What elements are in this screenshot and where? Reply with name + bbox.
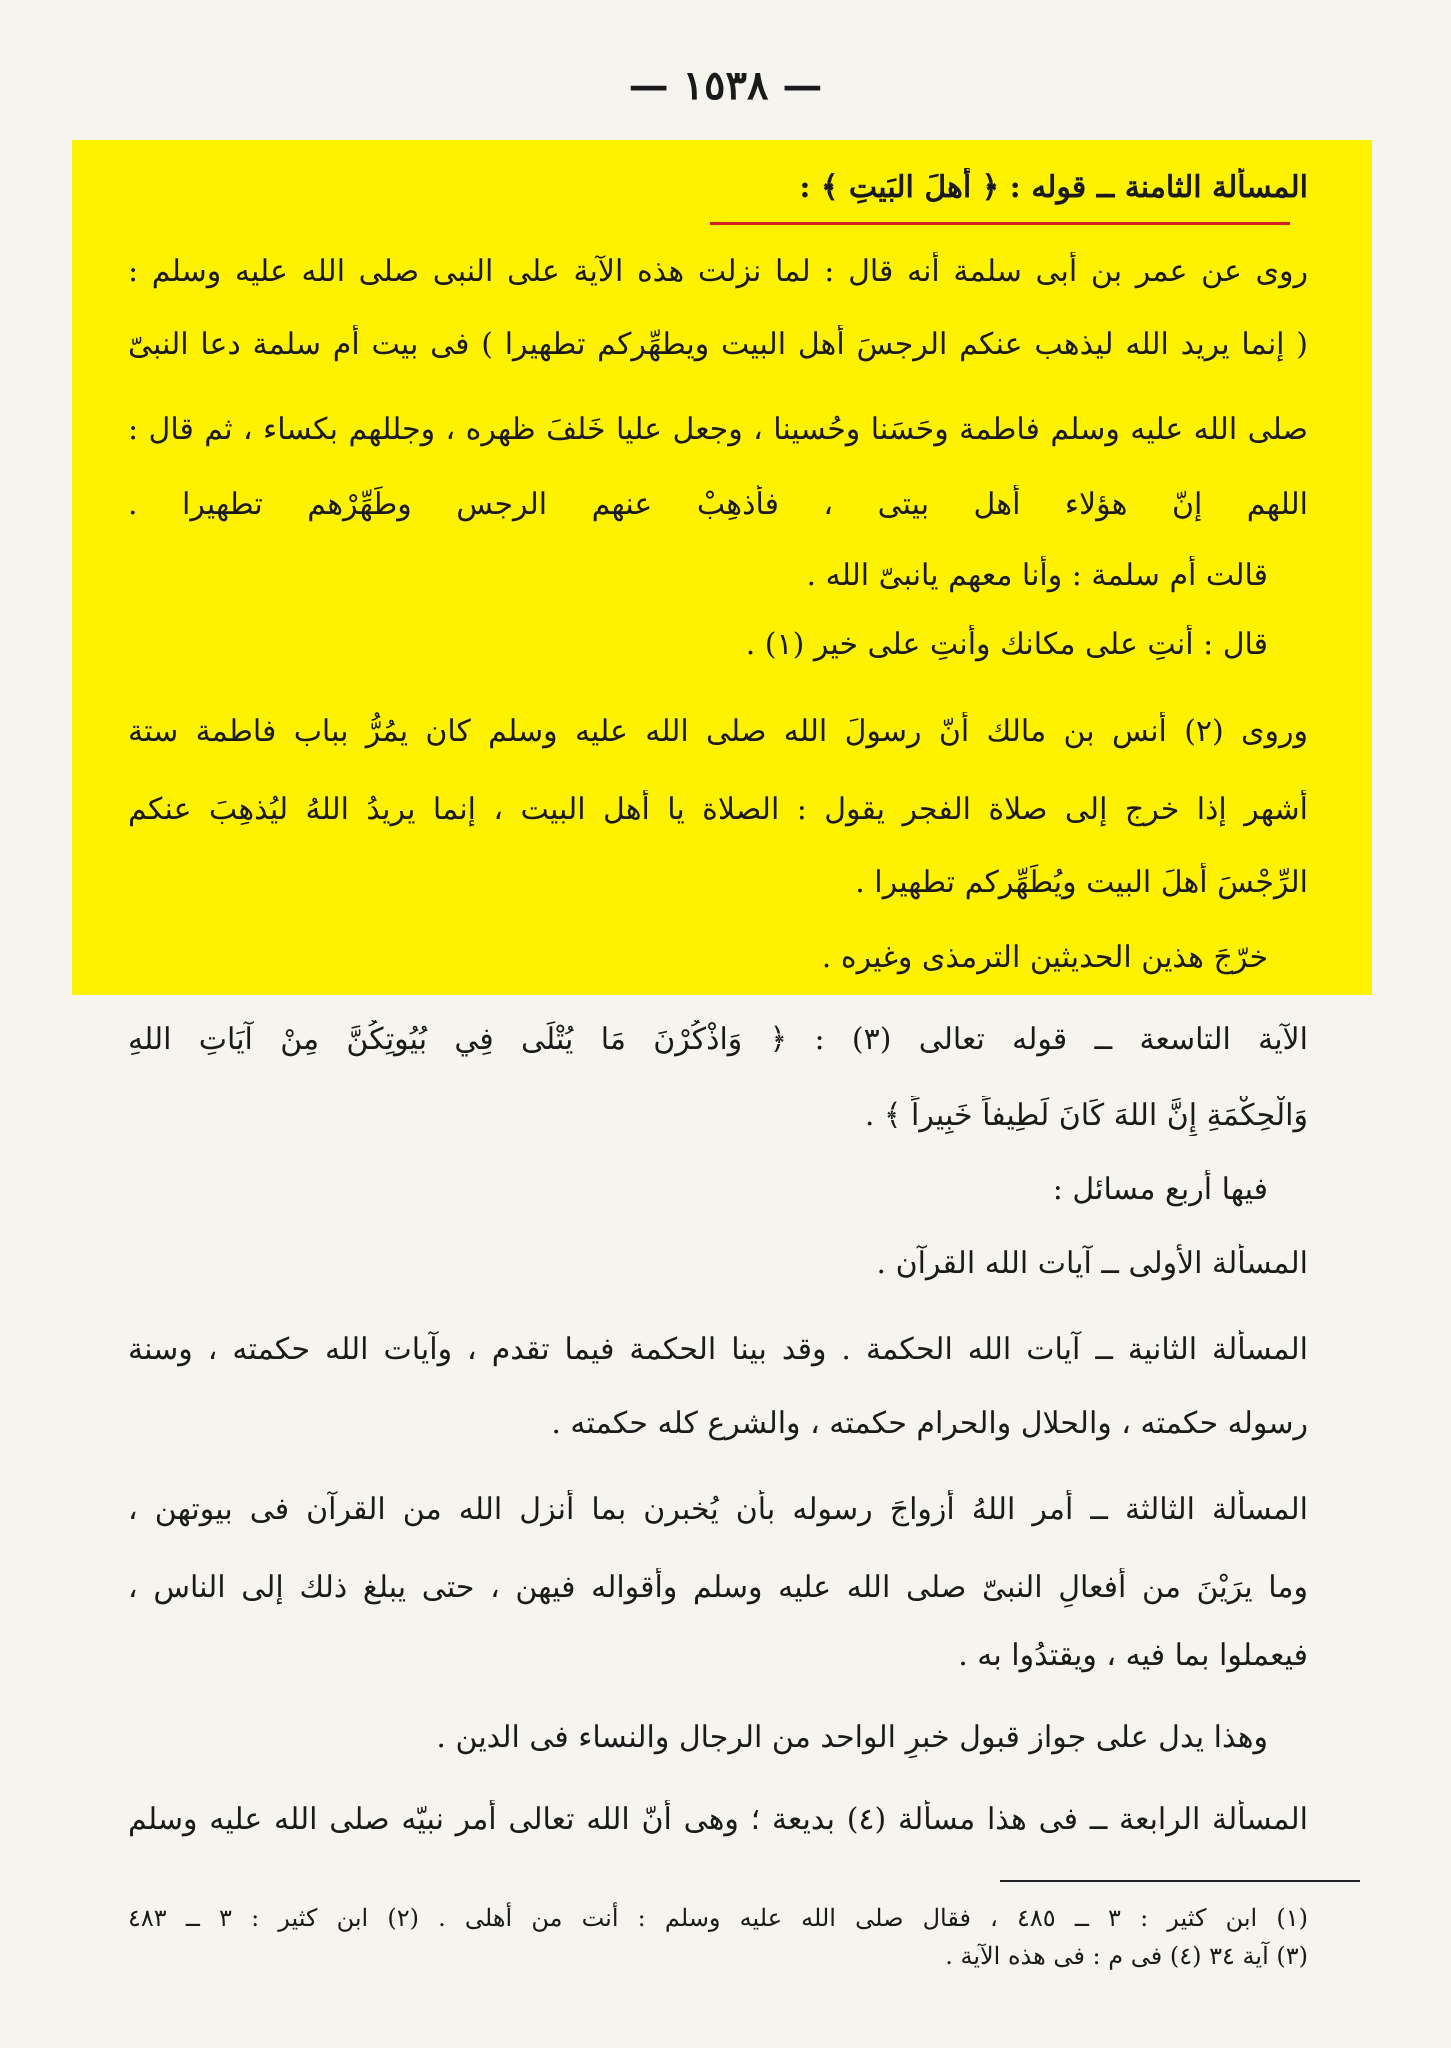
paragraph-line-1: روى عن عمر بن أبى سلمة أنه قال : لما نزلت هذه الآية على النبى صلى الله عليه وسلم : — [128, 254, 1308, 289]
line-reply: قال : أنتِ على مكانك وأنتِ على خير (١) . — [745, 627, 1268, 662]
paragraph2-line-1: وروى (٢) أنس بن مالك أنّ رسولَ الله صلى الله عليه وسلم كان يمُرُّ بباب فاطمة ستة — [128, 714, 1308, 749]
issue-4: المسألة الرابعة ــ فى هذا مسألة (٤) بديعة ؛ وهى أنّ الله تعالى أمر نبيّه صلى الله عليه وسلم — [128, 1802, 1308, 1837]
heading-red-underline — [710, 222, 1290, 225]
section-heading: المسألة الثامنة ــ قوله : ﴿ أَهلَ البَيتِ ﴾ : — [799, 170, 1308, 205]
issue-2-line-2: رسوله حكمته ، والحلال والحرام حكمته ، والشرع كله حكمته . — [551, 1406, 1308, 1441]
line-four-issues: فيها أربع مسائل : — [1052, 1172, 1268, 1207]
issue-1: المسألة الأولى ــ آيات الله القرآن . — [876, 1246, 1308, 1281]
line-evidence: وهذا يدل على جواز قبول خبرِ الواحد من الرجال والنساء فى الدين . — [436, 1720, 1268, 1755]
paragraph-line-4: اللهم إنّ هؤلاء أهل بيتى ، فأذهِبْ عنهم الرجس وطَهِّرْهم تطهيرا . — [128, 487, 1308, 522]
footnote-line-1: (١) ابن كثير : ٣ ــ ٤٨٥ ، فقال صلى الله عليه وسلم : أنت من أهلى . (٢) ابن كثير : ٣ ــ ٤٨٣ — [128, 1904, 1308, 1932]
issue-3-line-1: المسألة الثالثة ــ أمر اللهُ أزواجَ رسوله بأن يُخبرن بما أنزل الله من القرآن فى بيوتهن ، — [128, 1492, 1308, 1527]
footnote-divider — [1000, 1880, 1360, 1882]
line-umm-salama: قالت أم سلمة : وأنا معهم يانبىّ الله . — [806, 558, 1268, 593]
paragraph-line-3: صلى الله عليه وسلم فاطمة وحَسَنا وحُسينا ، وجعل عليا خَلفَ ظهره ، وجللهم بكساء ، ثم قال : — [128, 412, 1308, 447]
ayah-line-2: وَالْحِكْمَةِ إِنَّ اللهَ كَانَ لَطِيفاً خَبِيراً ﴾ . — [864, 1098, 1308, 1133]
issue-3-line-2: وما يرَيْنَ من أفعالِ النبىّ صلى الله عليه وسلم وأقواله فيهن ، حتى يبلغ ذلك إلى الناس ، — [128, 1570, 1308, 1605]
issue-2-line-1: المسألة الثانية ــ آيات الله الحكمة . وقد بينا الحكمة فيما تقدم ، وآيات الله حكمته ، وسنة — [128, 1332, 1308, 1367]
line-takhrij: خرّجَ هذين الحديثين الترمذى وغيره . — [821, 940, 1268, 975]
paragraph2-line-2: أشهر إذا خرج إلى صلاة الفجر يقول : الصلاة يا أهل البيت ، إنما يريدُ اللهُ ليُذهِبَ عنكم — [128, 792, 1308, 827]
paragraph-line-2: ( إنما يريد الله ليذهب عنكم الرجسَ أهل البيت ويطهِّركم تطهيرا ) فى بيت أم سلمة دعا النبىّ — [128, 327, 1308, 362]
ayah-line-1: الآية التاسعة ــ قوله تعالى (٣) : ﴿ وَاذْكُرْنَ مَا يُتْلَى فِي بُيُوتِكُنَّ مِنْ آيَاتِ اللهِ — [128, 1022, 1308, 1057]
footnote-line-2: (٣) آية ٣٤ (٤) فى م : فى هذه الآية . — [945, 1942, 1308, 1970]
page-number: — ١٥٣٨ — — [628, 62, 823, 109]
issue-3-line-3: فيعملوا بما فيه ، ويقتدُوا به . — [958, 1638, 1308, 1673]
paragraph2-line-3: الرِّجْسَ أهلَ البيت ويُطَهِّركم تطهيرا . — [855, 865, 1308, 900]
